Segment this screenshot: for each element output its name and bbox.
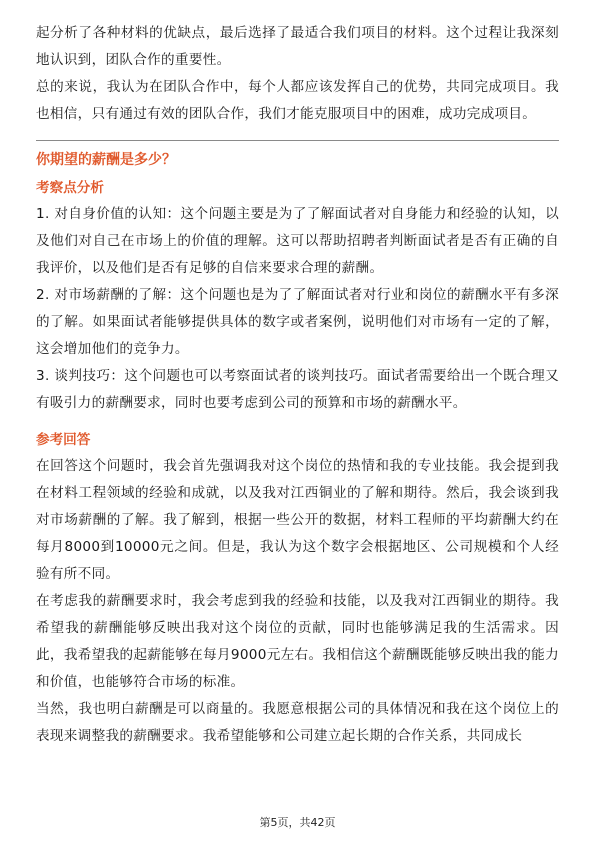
analysis-point-1: 1. 对自身价值的认知：这个问题主要是为了了解面试者对自身能力和经验的认知，以及他们对自己在市场上的价值的理解。这可以帮助招聘者判断面试者是否有正确的自我评价，以及他们是否有足够的自信来要求合理的薪酬。: [36, 206, 559, 276]
answer-heading: 参考回答: [36, 432, 91, 448]
question-title: 你期望的薪酬是多少？: [36, 152, 176, 168]
answer-paragraph-2: 在考虑我的薪酬要求时，我会考虑到我的经验和技能，以及我对江西铜业的期待。我希望我的薪酬能够反映出我对这个岗位的贡献，同时也能够满足我的生活需求。因此，我希望我的起薪能够在每月9000元左右。我相信这个薪酬既能够反映出我的能力和价值，也能够符合市场的标准。: [36, 593, 559, 690]
intro-paragraph-2: 总的来说，我认为在团队合作中，每个人都应该发挥自己的优势，共同完成项目。我也相信，只有通过有效的团队合作，我们才能克服项目中的困难，成功完成项目。: [36, 79, 559, 122]
answer-paragraph-1: 在回答这个问题时，我会首先强调我对这个岗位的热情和我的专业技能。我会提到我在材料工程领域的经验和成就，以及我对江西铜业的了解和期待。然后，我会谈到我对市场薪酬的了解。我了解到，根据一些公开的数据，材料工程师的平均薪酬大约在每月8000到10000元之间。但是，我认为这个数字会根据地区、公司规模和个人经验有所不同。: [36, 458, 559, 582]
analysis-point-2: 2. 对市场薪酬的了解：这个问题也是为了了解面试者对行业和岗位的薪酬水平有多深的了解。如果面试者能够提供具体的数字或者案例，说明他们对市场有一定的了解，这会增加他们的竞争力。: [36, 287, 559, 357]
analysis-heading: 考察点分析: [36, 180, 104, 196]
page-content: [36, 20, 559, 750]
section-gap: [36, 417, 559, 425]
answer-paragraph-3: 当然，我也明白薪酬是可以商量的。我愿意根据公司的具体情况和我在这个岗位上的表现来调整我的薪酬要求。我希望能够和公司建立起长期的合作关系，共同成长: [36, 701, 559, 744]
intro-paragraph-1: 起分析了各种材料的优缺点，最后选择了最适合我们项目的材料。这个过程让我深刻地认识到，团队合作的重要性。: [36, 25, 559, 68]
analysis-point-3: 3. 谈判技巧：这个问题也可以考察面试者的谈判技巧。面试者需要给出一个既合理又有吸引力的薪酬要求，同时也要考虑到公司的预算和市场的薪酬水平。: [36, 368, 559, 411]
page-number: 第5页，共42页: [259, 816, 336, 829]
section-divider: [36, 140, 559, 141]
